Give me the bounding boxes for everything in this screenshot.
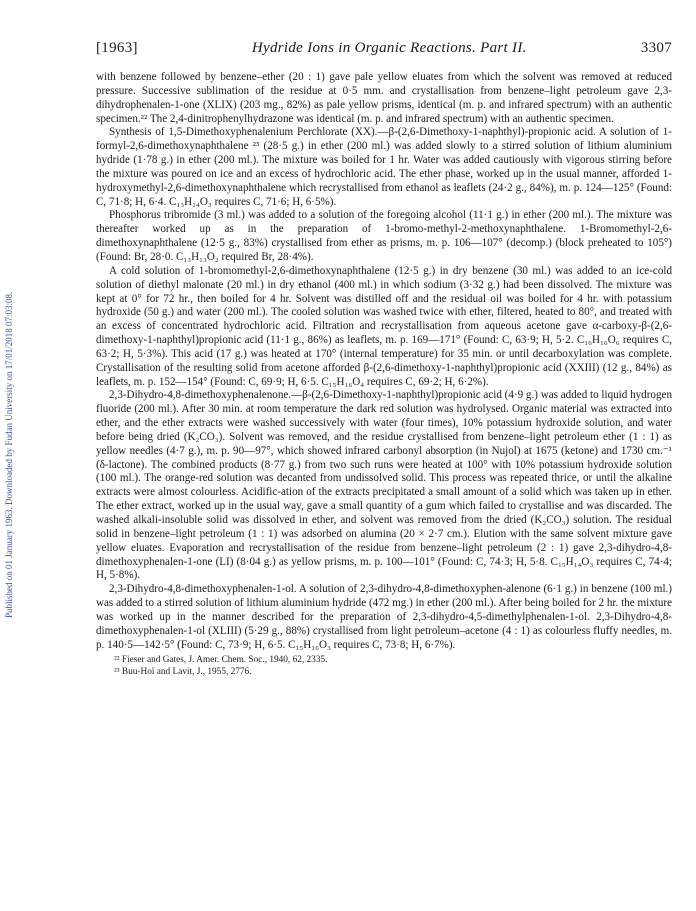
page-number: 3307 [640, 40, 672, 56]
footnote: ²² Fieser and Gates, J. Amer. Chem. Soc., 1940, 62, 2335. [114, 655, 328, 666]
body-text [96, 71, 672, 652]
header-year: [1963] [96, 40, 138, 56]
paragraph: with benzene followed by benzene–ether (20 : 1) gave pale yellow eluates from which the solvent was removed at reduced pressure. Successive sublimation of the residue at 0·5 mm. and crystallisation from benzene–light petroleum gave 2,3-dihydrophenalen-1-one (XLIX) (203 mg., 82%) as pale yellow prisms, identical (m. p. and infrared spectrum) with an authentic specimen.²² The 2,4-dinitrophenylhydrazone was identical (m. p. and infrared spectrum) with an authentic specimen. [96, 71, 672, 125]
paragraph: 2,3-Dihydro-4,8-dimethoxyphenalenone.—β-(2,6-Dimethoxy-1-naphthyl)propionic acid (4·9 g.) was added to liquid hydrogen fluoride (200 ml.). After 30 min. at room temperature the dark red solution was hydrolysed. Organic material was extracted into ether, and the ether extracts were washed successively with water (four times), 10% potassium hydroxide solution, and water before being dried (K₂CO₃). Solvent was removed, and the residue crystallised from benzene–light petroleum ether (1 : 1) as yellow needles (4·7 g.), m. p. 90—97°, which showed infrared carbonyl absorption (in Nujol) at 1675 (ketone) and 1730 cm.⁻¹ (δ-lactone). The combined products (8·77 g.) from two such runs were heated at 100° with 10% potassium hydroxide solution (100 ml.). The orange-red solution was decanted from undissolved solid. This process was repeated thrice, or until the alkaline extracts were almost colourless. Acidific-ation of the extracts precipitated a small amount of a solid which was taken up in ether. The ether extract, worked up in the usual way, gave a small quantity of a gum which failed to crystallise and was discarded. The washed alkali-insoluble solid was dissolved in ether, and solvent was removed from the dried (K₂CO₃) solution. The residual solid in benzene–light petroleum (1 : 1) was adsorbed on alumina (20 × 2·7 cm.). Elution with the same solvent mixture gave yellow eluates. Evaporation and recrystallisation of the residue from benzene–light petroleum (2 : 1) gave 2,3-dihydro-4,8-dimethoxyphenalen-1-one (LI) (8·04 g.) as yellow prisms, m. p. 100—101° (Found: C, 74·3; H, 5·8. C₁₅H₁₄O₃ requires C, 74·4; H, 5·8%). [96, 389, 672, 582]
paragraph: 2,3-Dihydro-4,8-dimethoxyphenalen-1-ol. A solution of 2,3-dihydro-4,8-dimethoxyphen-alenone (6·1 g.) in benzene (100 ml.) was added to a stirred solution of lithium aluminium hydride (472 mg.) in ether (200 ml.). After being boiled for 2 hr. the mixture was worked up in the manner described for the preparation of 2,3-dihydro-4,5-dimethylphenalen-1-ol. 2,3-Dihydro-4,8-dimethoxyphenalen-1-ol (XLIII) (5·29 g., 88%) crystallised from light petroleum–acetone (4 : 1) as colourless fluffy needles, m. p. 140·5—142·5° (Found: C, 73·9; H, 6·5. C₁₅H₁₆O₃ requires C, 73·8; H, 6·7%). [96, 583, 672, 651]
paragraph: Phosphorus tribromide (3 ml.) was added to a solution of the foregoing alcohol (11·1 g.) in ether (200 ml.). The mixture was thereafter worked up as in the preparation of 1-bromo-methyl-2-methoxynaphthalene. 1-Bromomethyl-2,6-dimethoxynaphthalene (12·5 g., 83%) crystallised from ether as prisms, m. p. 106—107° (decomp.) (block preheated to 105°) (Found: Br, 28·0. C₁₃H₁₃O₂ required Br, 28·4%). [96, 209, 672, 263]
footnote: ²³ Buu-Hoï and Lavit, J., 1955, 2776. [114, 666, 252, 677]
page [96, 40, 672, 678]
paragraph: A cold solution of 1-bromomethyl-2,6-dimethoxynaphthalene (12·5 g.) in dry benzene (30 ml.) was added to an ice-cold solution of diethyl malonate (20 ml.) in dry ethanol (400 ml.) in which sodium (3·32 g.) had been dissolved. The mixture was kept at 0° for 72 hr., then boiled for 4 hr. Solvent was distilled off and the residual oil was boiled for 4 hr. with potassium hydroxide (50 g.) and water (200 ml.). The cooled solution was washed twice with ether, filtered, heated to 80°, and treated with an excess of concentrated hydrochloric acid. Filtration and recrystallisation from aqueous acetone gave α-carboxy-β-(2,6-dimethoxy-1-naphthyl)propionic acid (11·1 g., 86%) as leaflets, m. p. 169—171° (Found: C, 63·9; H, 5·2. C₁₆H₁₆O₆ requires C, 63·2; H, 5·3%). This acid (17 g.) was heated at 170° (internal temperature) for 35 min. or until decarboxylation was complete. Crystallisation of the resulting solid from acetone afforded β-(2,6-dimethoxy-1-naphthyl)propionic acid (XXIII) (12 g., 84%) as leaflets, m. p. 152—154° (Found: C, 69·9; H, 6·5. C₁₅H₁₆O₄ requires C, 69·2; H, 6·2%). [96, 264, 672, 388]
download-notice: Published on 01 January 1963. Downloaded by Fudan University on 17/01/2018 07:03:08. [4, 291, 14, 619]
header-title: Hydride Ions in Organic Reactions. Part II. [251, 40, 527, 56]
paragraph: Synthesis of 1,5-Dimethoxyphenalenium Perchlorate (XX).—β-(2,6-Dimethoxy-1-naphthyl)-propionic acid. A solution of 1-formyl-2,6-dimethoxynaphthalene ²³ (28·5 g.) in ether (200 ml.) was added slowly to a stirred solution of lithium aluminium hydride (1·78 g.) in ether (200 ml.). The mixture was boiled for 1 hr. Water was added cautiously with vigorous stirring before the mixture was poured on ice and an excess of hydrochloric acid. The ether phase, worked up in the usual manner, afforded 1-hydroxymethyl-2,6-dimethoxynaphthalene which recrystallised from ethanol as leaflets (24·2 g., 84%), m. p. 124—125° (Found: C, 71·8; H, 6·4. C₁₃H₁₄O₃ requires C, 71·6; H, 6·5%). [96, 126, 672, 208]
running-header [96, 40, 672, 57]
footnotes [96, 655, 672, 678]
